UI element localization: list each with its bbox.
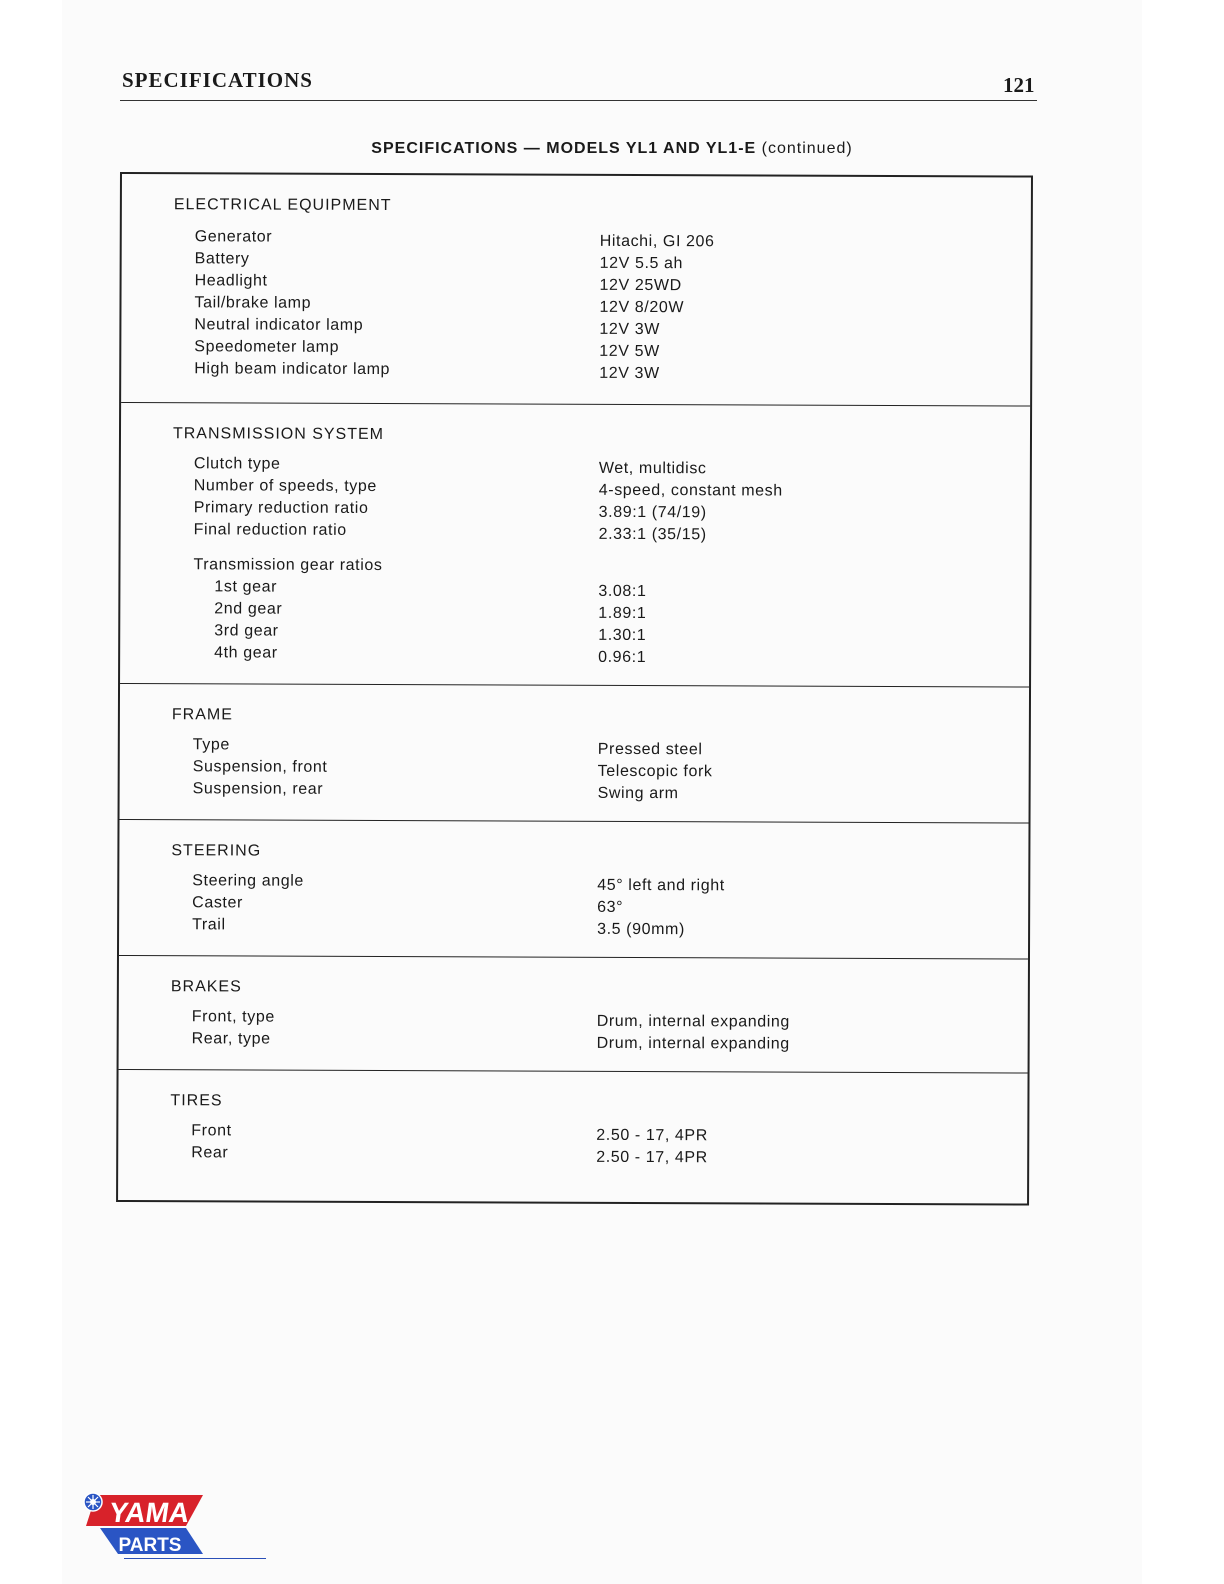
spec-label: Suspension, rear [192, 780, 324, 798]
spec-value: 45° left and right [597, 876, 725, 895]
spec-value: 1.89:1 [598, 604, 647, 623]
logo-graphic [82, 1492, 204, 1556]
spec-value: 3.5 (90mm) [597, 920, 685, 939]
spec-label: Front, type [191, 1008, 275, 1026]
spec-value: 12V 25WD [599, 276, 682, 295]
spec-value: 2.50 - 17, 4PR [596, 1148, 708, 1167]
spec-label: Number of speeds, type [193, 477, 377, 495]
section-frame [120, 683, 1030, 822]
spec-label: Speedometer lamp [194, 338, 340, 356]
section-title: TRANSMISSION SYSTEM [172, 425, 385, 444]
spec-label: Caster [192, 894, 243, 912]
spec-row [121, 360, 1030, 385]
spec-value: Swing arm [597, 784, 679, 803]
section-title: FRAME [171, 706, 233, 724]
spec-label: Headlight [194, 272, 268, 290]
spec-value: Drum, internal expanding [596, 1012, 790, 1031]
section-title: ELECTRICAL EQUIPMENT [173, 196, 392, 215]
spec-row [118, 1144, 1027, 1169]
header-rule [120, 100, 1037, 101]
page-number: 121 [1003, 73, 1035, 97]
spec-value: 3.89:1 (74/19) [598, 503, 707, 522]
spec-label: High beam indicator lamp [194, 360, 391, 379]
section-transmission-system [120, 402, 1030, 686]
spec-label: 2nd gear [214, 600, 283, 618]
table-title [0, 140, 1224, 158]
spec-row [119, 916, 1028, 941]
logo-text-parts: PARTS [118, 1535, 182, 1556]
table-title-main: SPECIFICATIONS — MODELS YL1 AND YL1-E [371, 140, 757, 157]
spec-value: Drum, internal expanding [596, 1034, 790, 1053]
spec-label: Neutral indicator lamp [194, 316, 364, 334]
spec-value: 3.08:1 [598, 582, 647, 601]
spec-label: 3rd gear [214, 622, 279, 640]
spec-label: Primary reduction ratio [193, 499, 369, 517]
spec-label: 1st gear [214, 578, 278, 596]
spec-row [120, 644, 1029, 669]
spec-value: 12V 8/20W [599, 298, 685, 317]
spec-row [121, 521, 1030, 546]
section-title: STEERING [171, 842, 262, 860]
spec-label: Type [192, 736, 230, 754]
section-electrical-equipment [121, 174, 1031, 405]
spec-value: Telescopic fork [597, 762, 713, 781]
spec-label: Suspension, front [192, 758, 328, 776]
spec-label: Battery [194, 250, 250, 268]
spec-table [116, 172, 1033, 1205]
spec-value: 4-speed, constant mesh [598, 481, 783, 500]
spec-value: 12V 5W [599, 342, 660, 361]
logo-text-yama: YAMA [107, 1497, 192, 1528]
section-steering [119, 819, 1029, 958]
spec-subheading: Transmission gear ratios [193, 556, 383, 575]
spec-value: 0.96:1 [598, 648, 647, 667]
spec-label: Final reduction ratio [193, 521, 347, 539]
spec-row [120, 780, 1029, 805]
spec-label: Trail [192, 916, 226, 934]
spec-label: Rear, type [191, 1030, 271, 1048]
section-title: BRAKES [170, 978, 242, 996]
spec-label: Rear [191, 1144, 229, 1162]
spec-label: Steering angle [192, 872, 304, 890]
spec-label: Clutch type [193, 455, 281, 473]
spec-value: 63° [597, 898, 624, 916]
section-brakes [119, 955, 1028, 1072]
logo-underline [124, 1558, 266, 1559]
spec-value: 2.33:1 (35/15) [598, 525, 707, 544]
spec-value: Wet, multidisc [598, 459, 707, 478]
spec-label: Generator [194, 228, 273, 246]
spec-value: 12V 5.5 ah [599, 254, 684, 273]
section-title: TIRES [170, 1092, 223, 1110]
spec-value: 1.30:1 [598, 626, 647, 645]
spec-row [119, 1030, 1028, 1055]
spec-label: 4th gear [214, 644, 278, 662]
spec-value: Hitachi, GI 206 [599, 232, 715, 251]
spec-label: Front [191, 1122, 232, 1140]
running-header-title: SPECIFICATIONS [122, 68, 313, 92]
table-title-suffix: (continued) [761, 140, 853, 157]
spec-label: Tail/brake lamp [194, 294, 312, 312]
spec-value: Pressed steel [597, 740, 703, 759]
spec-value: 2.50 - 17, 4PR [596, 1126, 708, 1145]
yamaparts-logo[interactable] [82, 1492, 204, 1556]
spec-value: 12V 3W [599, 364, 660, 383]
section-tires [118, 1069, 1028, 1205]
spec-value: 12V 3W [599, 320, 660, 339]
